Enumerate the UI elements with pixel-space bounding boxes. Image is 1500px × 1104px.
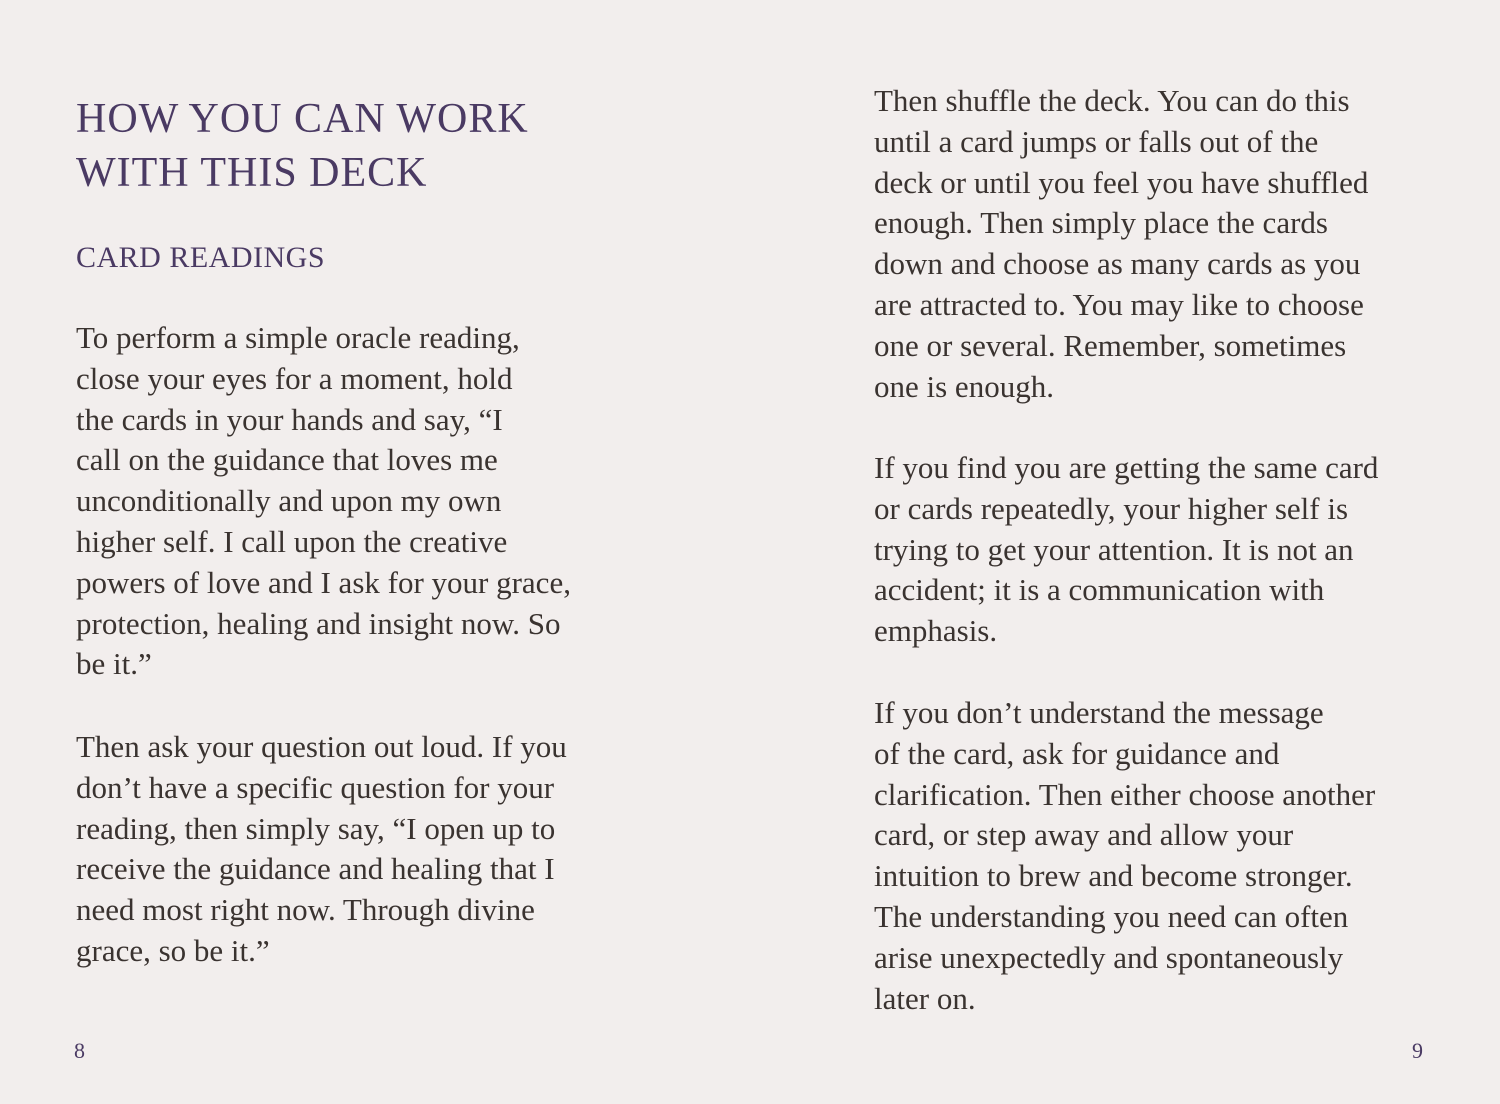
text-line: card, or step away and allow your xyxy=(874,817,1294,853)
text-line: of the card, ask for guidance and xyxy=(874,735,1280,771)
text-line: deck or until you feel you have shuffled xyxy=(874,164,1369,200)
text-line: accident; it is a communication with xyxy=(874,572,1325,608)
text-line: don’t have a specific question for your xyxy=(76,769,555,805)
chapter-title-line: HOW YOU CAN WORK xyxy=(76,96,529,142)
text-line: To perform a simple oracle reading, xyxy=(76,320,520,355)
body-paragraph xyxy=(874,81,1368,407)
text-line: clarification. Then either choose another xyxy=(874,776,1376,812)
text-line: receive the guidance and healing that I xyxy=(76,851,555,887)
text-line: one or several. Remember, sometimes xyxy=(874,327,1347,363)
text-line: powers of love and I ask for your grace, xyxy=(76,564,571,600)
text-line: The understanding you need can often xyxy=(874,898,1349,934)
text-line: If you find you are getting the same card xyxy=(874,450,1379,485)
body-paragraph xyxy=(76,318,571,685)
text-line: call on the guidance that loves me xyxy=(76,442,498,478)
page-number: 9 xyxy=(1412,1038,1423,1063)
text-line: higher self. I call upon the creative xyxy=(76,523,508,559)
text-line: one is enough. xyxy=(874,368,1054,404)
text-line: Then ask your question out loud. If you xyxy=(76,729,567,764)
text-line: later on. xyxy=(874,980,976,1016)
text-line: close your eyes for a moment, hold xyxy=(76,360,513,396)
text-line: the cards in your hands and say, “I xyxy=(76,401,503,437)
text-line: arise unexpectedly and spontaneously xyxy=(874,939,1344,975)
text-line: enough. Then simply place the cards xyxy=(874,205,1328,241)
text-line: protection, healing and insight now. So xyxy=(76,605,561,641)
body-paragraph xyxy=(874,448,1378,652)
text-line: need most right now. Through divine xyxy=(76,892,535,928)
text-line: emphasis. xyxy=(874,613,998,649)
text-line: grace, so be it.” xyxy=(76,932,270,968)
text-line: If you don’t understand the message xyxy=(874,695,1324,730)
section-heading: CARD READINGS xyxy=(76,241,326,274)
body-paragraph xyxy=(874,693,1375,1019)
text-line: until a card jumps or falls out of the xyxy=(874,123,1319,159)
text-line: or cards repeatedly, your higher self is xyxy=(874,490,1349,526)
text-line: down and choose as many cards as you xyxy=(874,246,1361,282)
text-line: trying to get your attention. It is not an xyxy=(874,531,1354,567)
right-page xyxy=(750,0,1500,1104)
page-number: 8 xyxy=(74,1038,85,1063)
text-line: intuition to brew and become stronger. xyxy=(874,858,1353,894)
text-line: unconditionally and upon my own xyxy=(76,483,502,519)
text-line: are attracted to. You may like to choose xyxy=(874,286,1364,322)
text-line: be it.” xyxy=(76,646,152,682)
chapter-title-line: WITH THIS DECK xyxy=(76,150,428,196)
text-line: reading, then simply say, “I open up to xyxy=(76,810,556,846)
text-line: Then shuffle the deck. You can do this xyxy=(874,83,1350,118)
body-paragraph xyxy=(76,727,567,972)
chapter-title xyxy=(76,92,676,200)
